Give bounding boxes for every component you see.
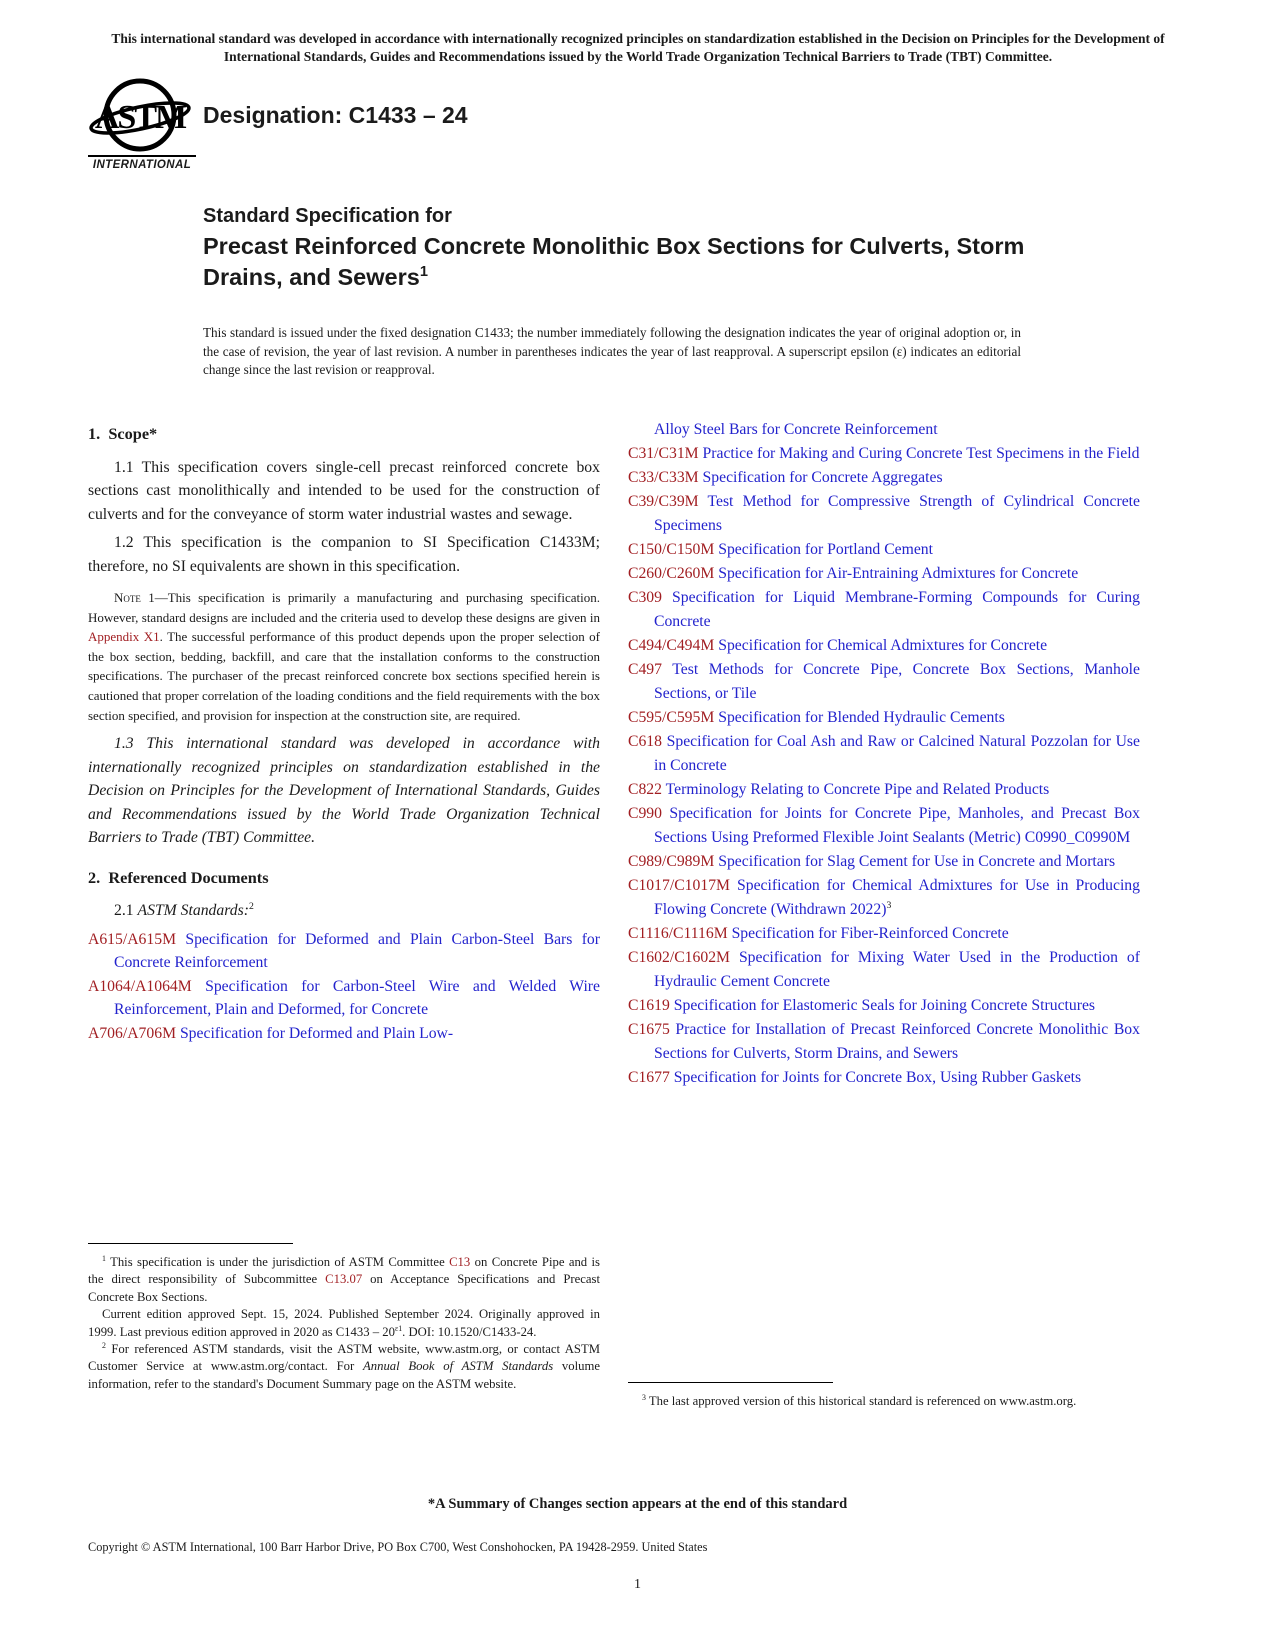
reference-item bbox=[88, 975, 600, 1022]
reference-title-link[interactable]: Specification for Blended Hydraulic Cements bbox=[718, 709, 1005, 726]
footnote-3-marker: 3 bbox=[642, 1392, 646, 1402]
reference-code-link[interactable]: C1677 bbox=[628, 1069, 670, 1086]
reference-continuation-line[interactable]: Alloy Steel Bars for Concrete Reinforcement bbox=[654, 421, 938, 438]
paragraph-1-3: 1.3 This international standard was developed in accordance with internationally recognized principles on standardization established in the Decision on Principles for the Development of International Standards, Guides and Recommendations issued by the World Trade Organization Technical Barriers to Trade (TBT) Committee. bbox=[88, 735, 600, 847]
footnote-2 bbox=[88, 1341, 600, 1393]
footnote-1-marker: 1 bbox=[102, 1253, 106, 1263]
reference-title-link[interactable]: Specification for Carbon-Steel Wire and Welded Wire Reinforcement, Plain and Deformed, for Concrete bbox=[114, 977, 600, 1019]
title-footnote-marker[interactable]: 1 bbox=[419, 264, 428, 281]
note-1-text-before: This specification is primarily a manufacturing and purchasing specification. However, standard designs are included and the criteria used to develop these designs are given in bbox=[88, 590, 600, 625]
footnotes-right bbox=[628, 1382, 1140, 1410]
footnote-2-sup: 2 bbox=[102, 1340, 106, 1350]
reference-title-link[interactable]: Specification for Joints for Concrete Pipe, Manholes, and Precast Box Sections Using Preformed Flexible Joint Sealants (Metric) C0990_C0990M bbox=[654, 805, 1140, 846]
reference-code-link[interactable]: C1675 bbox=[628, 1021, 670, 1038]
right-column bbox=[628, 418, 1140, 1090]
reference-title-link[interactable]: Specification for Slag Cement for Use in Concrete and Mortars bbox=[718, 853, 1116, 870]
reference-title-link[interactable]: Terminology Relating to Concrete Pipe and Related Products bbox=[665, 781, 1050, 798]
reference-title-link[interactable]: Specification for Mixing Water Used in the Production of Hydraulic Cement Concrete bbox=[654, 949, 1141, 990]
footnote-1-text-2: on Concrete Pipe and is the direct responsibility of Subcommittee bbox=[88, 1255, 600, 1287]
annual-book-italic: Annual Book of ASTM Standards bbox=[363, 1359, 554, 1374]
astm-standards-label: ASTM Standards: bbox=[137, 902, 249, 920]
reference-title-link[interactable]: Specification for Elastomeric Seals for Joining Concrete Structures bbox=[673, 997, 1096, 1014]
footnote-2-text-2: volume information, refer to the standard's Document Summary page on the ASTM website. bbox=[88, 1359, 600, 1391]
reference-title-link[interactable]: Specification for Portland Cement bbox=[718, 541, 933, 558]
footnote-edition bbox=[88, 1306, 600, 1341]
reference-title-link[interactable]: Specification for Liquid Membrane-Forming Compounds for Curing Concrete bbox=[654, 589, 1140, 630]
page-title bbox=[203, 231, 1033, 293]
reference-item bbox=[628, 706, 1140, 730]
reference-code-link[interactable]: C497 bbox=[628, 661, 662, 678]
reference-item bbox=[628, 658, 1140, 706]
reference-item bbox=[628, 922, 1140, 946]
reference-code-link[interactable]: A615/A615M bbox=[88, 930, 177, 948]
paragraph-1-2: 1.2 This specification is the companion to SI Specification C1433M; therefore, no SI equivalents are shown in this specification. bbox=[88, 534, 600, 575]
reference-title-link[interactable]: Specification for Deformed and Plain Low- bbox=[179, 1024, 454, 1042]
astm-logo-acronym: ASTM bbox=[94, 99, 186, 136]
reference-item bbox=[628, 946, 1140, 994]
reference-code-link[interactable]: C150/C150M bbox=[628, 541, 715, 558]
reference-title-link[interactable]: Specification for Deformed and Plain Carbon-Steel Bars for Concrete Reinforcement bbox=[114, 930, 600, 972]
astm-globe-icon bbox=[88, 78, 192, 154]
footnote-edition-doi: . DOI: 10.1520/C1433-24. bbox=[402, 1324, 537, 1339]
reference-item bbox=[628, 586, 1140, 634]
paragraph-2-1 bbox=[88, 899, 600, 923]
reference-code-link[interactable]: C989/C989M bbox=[628, 853, 715, 870]
copyright-line: Copyright © ASTM International, 100 Barr Harbor Drive, PO Box C700, West Conshohocken, PA 19428-2959. United States bbox=[88, 1540, 708, 1554]
reference-item bbox=[628, 1018, 1140, 1066]
reference-code-link[interactable]: C822 bbox=[628, 781, 662, 798]
reference-code-link[interactable]: C309 bbox=[628, 589, 662, 606]
footnote-3 bbox=[628, 1393, 1140, 1410]
page-number: 1 bbox=[634, 1577, 641, 1592]
astm-logo-subtitle: INTERNATIONAL bbox=[88, 155, 196, 171]
reference-code-link[interactable]: C33/C33M bbox=[628, 469, 699, 486]
reference-item bbox=[628, 802, 1140, 850]
issuance-statement: This standard is issued under the fixed designation C1433; the number immediately following the designation indicates the year of original adoption or, in the case of revision, the year of last revision. A number in parentheses indicates the year of last reapproval. A superscript epsilon (ε) indicates an editorial change since the last revision or reapproval. bbox=[203, 325, 1021, 377]
note-1-label: Note 1— bbox=[114, 590, 168, 605]
reference-title-link[interactable]: Specification for Concrete Aggregates bbox=[702, 469, 943, 486]
designation-label: Designation: C1433 – 24 bbox=[203, 102, 468, 128]
reference-list-right bbox=[628, 442, 1140, 1090]
reference-code-link[interactable]: C1602/C1602M bbox=[628, 949, 730, 966]
footnote-divider-left bbox=[88, 1243, 293, 1244]
reference-code-link[interactable]: A1064/A1064M bbox=[88, 977, 192, 995]
footnote-1 bbox=[88, 1254, 600, 1306]
reference-item bbox=[628, 442, 1140, 466]
summary-of-changes-note: *A Summary of Changes section appears at the end of this standard bbox=[427, 1496, 848, 1512]
reference-item bbox=[88, 928, 600, 975]
reference-footnote-marker[interactable]: 3 bbox=[886, 899, 892, 911]
footnote-1-text-3: on Acceptance Specifications and Precast Concrete Box Sections. bbox=[88, 1272, 600, 1304]
reference-title-link[interactable]: Practice for Making and Curing Concrete Test Specimens in the Field bbox=[702, 445, 1140, 462]
reference-item bbox=[628, 778, 1140, 802]
reference-item bbox=[628, 730, 1140, 778]
title-kicker: Standard Specification for bbox=[203, 205, 452, 227]
reference-code-link[interactable]: C1017/C1017M bbox=[628, 877, 730, 894]
reference-list-left bbox=[88, 928, 600, 1046]
reference-code-link[interactable]: C39/C39M bbox=[628, 493, 699, 510]
section-heading-referenced-documents: 2. Referenced Documents bbox=[88, 867, 269, 887]
reference-title-link[interactable]: Specification for Fiber-Reinforced Concrete bbox=[731, 925, 1009, 942]
page-title-text: Precast Reinforced Concrete Monolithic Box Sections for Culverts, Storm Drains, and Sewers bbox=[203, 233, 1025, 290]
reference-title-link[interactable]: Practice for Installation of Precast Reinforced Concrete Monolithic Box Sections for Culverts, Storm Drains, and Sewers bbox=[654, 1021, 1140, 1062]
reference-code-link[interactable]: C260/C260M bbox=[628, 565, 715, 582]
reference-code-link[interactable]: C618 bbox=[628, 733, 662, 750]
reference-item bbox=[628, 538, 1140, 562]
reference-code-link[interactable]: C990 bbox=[628, 805, 662, 822]
appendix-x1-link[interactable]: Appendix X1 bbox=[88, 629, 160, 645]
footnote-edition-text: Current edition approved Sept. 15, 2024. Published September 2024. Originally approved in 1999. Last previous edition approved in 2020 as C1433 – 20 bbox=[88, 1307, 600, 1339]
footnote-1-text: This specification is under the jurisdiction of ASTM Committee bbox=[105, 1255, 450, 1269]
subcommittee-c13-07-link[interactable]: C13.07 bbox=[325, 1272, 363, 1287]
reference-title-link[interactable]: Specification for Air-Entraining Admixtures for Concrete bbox=[718, 565, 1079, 582]
reference-item bbox=[88, 1022, 600, 1046]
reference-item bbox=[628, 562, 1140, 586]
note-1 bbox=[88, 588, 600, 725]
reference-title-link[interactable]: Test Methods for Concrete Pipe, Concrete Box Sections, Manhole Sections, or Tile bbox=[654, 661, 1141, 702]
footnote-2-text: For referenced ASTM standards, visit the ASTM website, www.astm.org, or contact ASTM Customer Service at www.astm.org/contact. For bbox=[88, 1342, 600, 1374]
reference-title-link[interactable]: Specification for Joints for Concrete Box, Using Rubber Gaskets bbox=[673, 1069, 1082, 1086]
reference-item bbox=[628, 874, 1140, 922]
reference-item bbox=[628, 634, 1140, 658]
paragraph-2-1-number: 2.1 bbox=[114, 902, 138, 920]
reference-code-link[interactable]: C1619 bbox=[628, 997, 670, 1014]
wto-header-statement: This international standard was developed in accordance with internationally recognized principles on standardization established in the Decision on Principles for the Development of International Standards, Guides and Recommendations issued by the World Trade Organization Technical Barriers to Trade (TBT) Committee. bbox=[111, 31, 1165, 64]
reference-title-link[interactable]: Specification for Chemical Admixtures for Concrete bbox=[718, 637, 1048, 654]
reference-item bbox=[628, 994, 1140, 1018]
reference-title-link[interactable]: Specification for Chemical Admixtures for Use in Producing Flowing Concrete (Withdrawn 2022) bbox=[654, 877, 1140, 918]
reference-title-link[interactable]: Specification for Coal Ash and Raw or Calcined Natural Pozzolan for Use in Concrete bbox=[654, 733, 1141, 774]
reference-title-link[interactable]: Test Method for Compressive Strength of Cylindrical Concrete Specimens bbox=[654, 493, 1140, 534]
reference-item bbox=[628, 850, 1140, 874]
footnote-2-marker[interactable]: 2 bbox=[248, 900, 254, 912]
reference-code-link[interactable]: C31/C31M bbox=[628, 445, 699, 462]
reference-code-link[interactable]: C1116/C1116M bbox=[628, 925, 728, 942]
committee-c13-link[interactable]: C13 bbox=[449, 1255, 471, 1269]
reference-item bbox=[628, 1066, 1140, 1090]
footnote-3-text: The last approved version of this historical standard is referenced on www.astm.org. bbox=[645, 1394, 1077, 1408]
reference-code-link[interactable]: A706/A706M bbox=[88, 1024, 177, 1042]
reference-item bbox=[628, 490, 1140, 538]
reference-code-link[interactable]: C494/C494M bbox=[628, 637, 715, 654]
epsilon-superscript: ε1 bbox=[394, 1323, 403, 1333]
section-heading-scope: 1. Scope* bbox=[88, 424, 158, 443]
title-block bbox=[203, 203, 1033, 293]
reference-item bbox=[628, 466, 1140, 490]
note-1-text-after: . The successful performance of this product depends upon the proper selection of the box section, bedding, backfill, and care that the installation conforms to the construction specifications. The purchaser of the precast reinforced concrete box sections specified herein is cautioned that proper correlation of the loading conditions and the field requirements with the box section specified, and provision for inspection at the construction site, are required. bbox=[88, 629, 600, 723]
footnote-divider-right bbox=[628, 1382, 833, 1383]
footnotes-left bbox=[88, 1243, 600, 1393]
reference-code-link[interactable]: C595/C595M bbox=[628, 709, 715, 726]
paragraph-1-1: 1.1 This specification covers single-cell precast reinforced concrete box sections cast monolithically and intended to be used for the construction of culverts and for the conveyance of storm water industrial wastes and sewage. bbox=[88, 458, 600, 523]
astm-logo bbox=[88, 78, 196, 171]
left-column bbox=[88, 418, 600, 1045]
